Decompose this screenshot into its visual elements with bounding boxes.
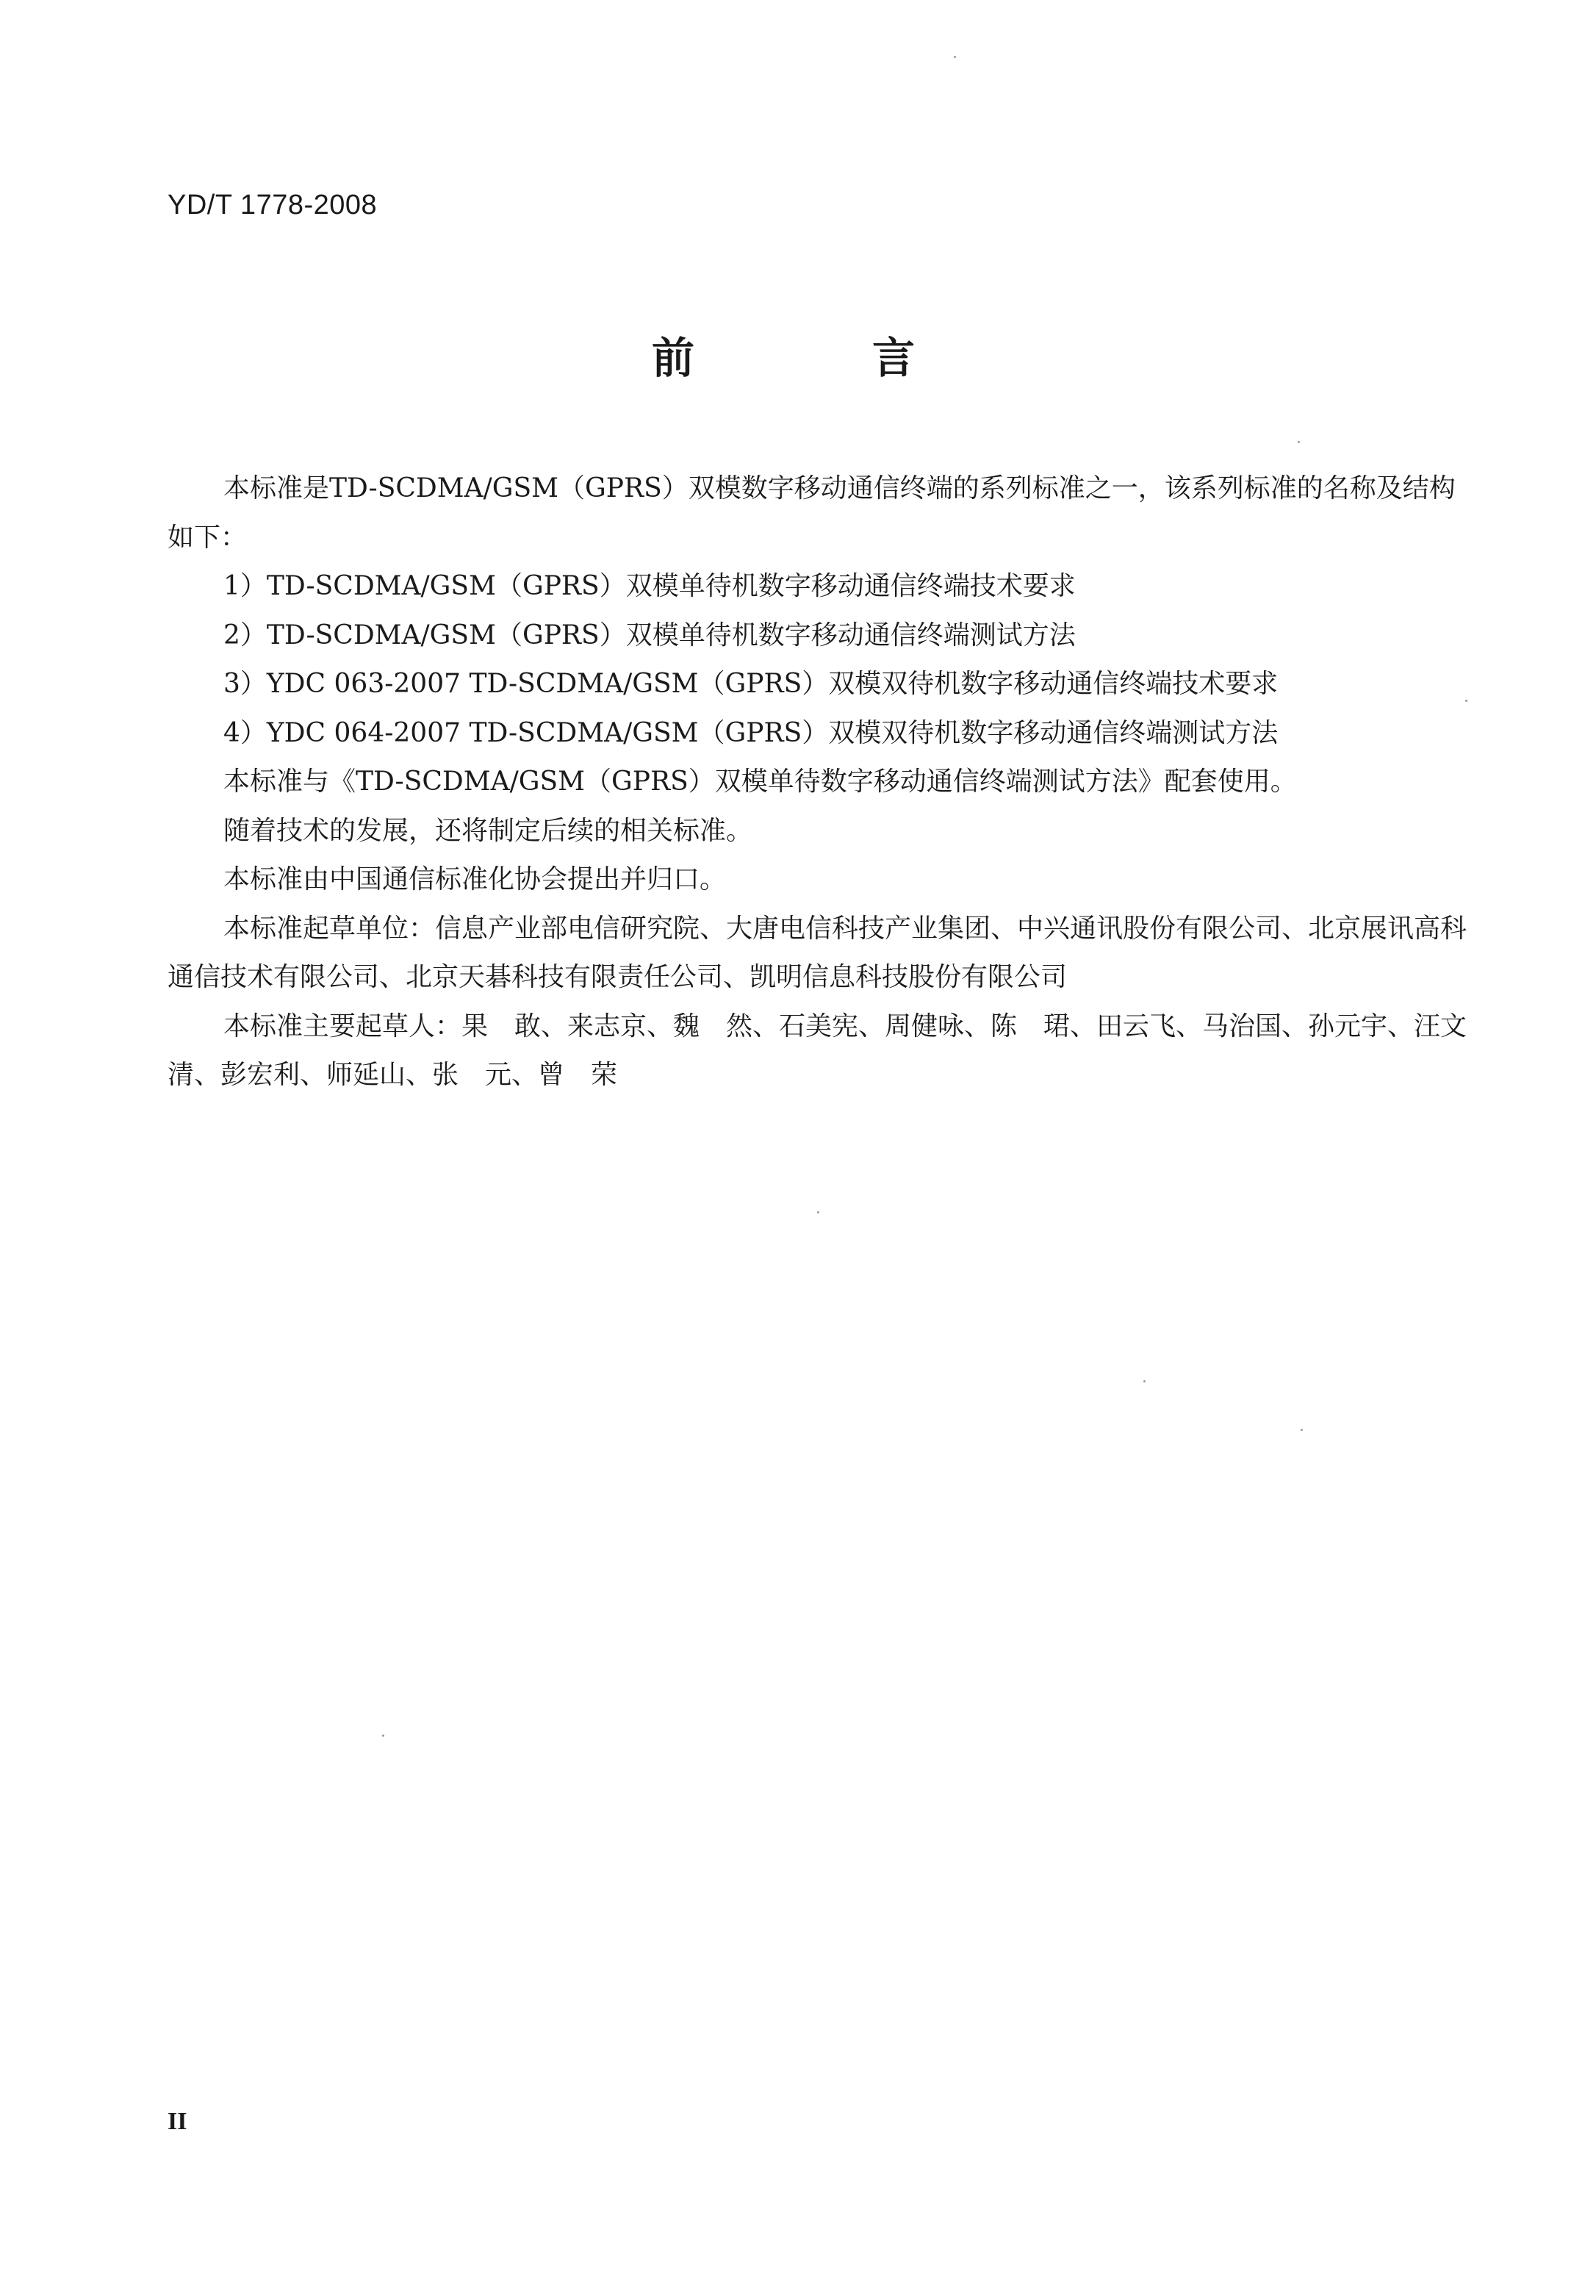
scan-speck bbox=[382, 1734, 384, 1737]
intro-paragraph: 本标准是TD-SCDMA/GSM（GPRS）双模数字移动通信终端的系列标准之一，该系列标准的名称及结构如下： bbox=[168, 473, 1456, 553]
list-item: 1）TD-SCDMA/GSM（GPRS）双模单待机数字移动通信终端技术要求 bbox=[223, 571, 1076, 601]
document-code: YD/T 1778-2008 bbox=[168, 190, 378, 220]
future-paragraph: 随着技术的发展，还将制定后续的相关标准。 bbox=[223, 815, 753, 846]
scan-speck bbox=[1298, 441, 1300, 443]
scan-speck bbox=[1465, 700, 1467, 702]
proposer-paragraph: 本标准由中国通信标准化协会提出并归口。 bbox=[223, 864, 727, 894]
list-item: 3）YDC 063-2007 TD-SCDMA/GSM（GPRS）双模双待机数字移动通信终端技术要求 bbox=[223, 669, 1279, 699]
page-number: II bbox=[168, 2108, 187, 2135]
scan-speck bbox=[1301, 1429, 1303, 1431]
scan-speck bbox=[954, 56, 956, 58]
foreword-body bbox=[168, 464, 1471, 1100]
list-item: 4）YDC 064-2007 TD-SCDMA/GSM（GPRS）双模双待机数字移动通信终端测试方法 bbox=[223, 717, 1279, 748]
list-item: 2）TD-SCDMA/GSM（GPRS）双模单待机数字移动通信终端测试方法 bbox=[223, 620, 1076, 650]
usage-paragraph: 本标准与《TD-SCDMA/GSM（GPRS）双模单待数字移动通信终端测试方法》配套使用。 bbox=[223, 767, 1297, 797]
scan-speck bbox=[817, 1211, 819, 1213]
scan-speck bbox=[1143, 1380, 1146, 1382]
page-title: 前 言 bbox=[651, 333, 982, 383]
drafting-units-paragraph: 本标准起草单位：信息产业部电信研究院、大唐电信科技产业集团、中兴通讯股份有限公司、北京展讯高科通信技术有限公司、北京天碁科技有限责任公司、凯明信息科技股份有限公司 bbox=[168, 913, 1467, 992]
drafters-paragraph: 本标准主要起草人：果 敢、来志京、魏 然、石美宪、周健咏、陈 珺、田云飞、马治国、孙元宇、汪文清、彭宏利、师延山、张 元、曾 荣 bbox=[168, 1011, 1467, 1090]
